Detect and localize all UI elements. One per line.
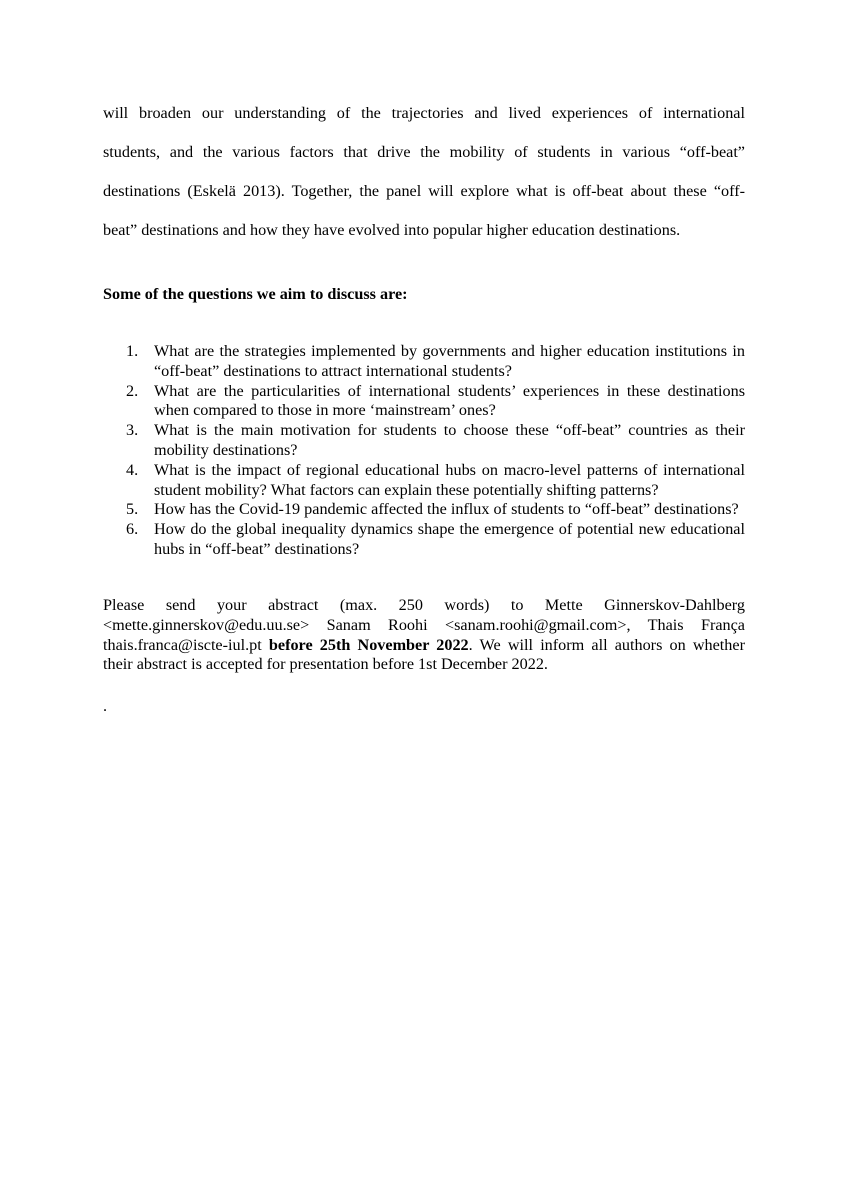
intro-paragraph xyxy=(103,100,745,256)
call-for-abstracts-paragraph xyxy=(103,596,745,675)
trailing-period: . xyxy=(103,697,108,715)
question-number: 3. xyxy=(126,421,139,440)
question-number: 5. xyxy=(126,500,139,519)
cfa-line-3 xyxy=(103,636,745,656)
list-item xyxy=(103,342,745,382)
intro-line-1: will broaden our understanding of the trajectories and lived experiences of international xyxy=(103,104,745,122)
submission-deadline: before 25th November 2022 xyxy=(268,635,469,654)
cfa-line-4: their abstract is accepted for presentation before 1st December 2022. xyxy=(103,655,548,674)
question-text: How do the global inequality dynamics shape the emergence of potential new educational hubs in “off-beat” destinations? xyxy=(154,520,745,558)
question-text: What are the strategies implemented by governments and higher education institutions in “off-beat” destinations to attract international students? xyxy=(154,342,745,380)
list-item xyxy=(103,461,745,501)
intro-line-3: destinations (Eskelä 2013). Together, the panel will explore what is off-beat about these “off- xyxy=(103,182,745,200)
intro-line-2: students, and the various factors that drive the mobility of students in various “off-beat” xyxy=(103,143,745,161)
questions-heading: Some of the questions we aim to discuss are: xyxy=(103,285,408,303)
list-item xyxy=(103,421,745,461)
question-text: What is the main motivation for students to choose these “off-beat” countries as their mobility destinations? xyxy=(154,421,745,459)
question-number: 2. xyxy=(126,381,139,400)
question-text: What is the impact of regional educational hubs on macro-level patterns of international student mobility? What factors can explain these potentially shifting patterns? xyxy=(154,460,745,499)
cfa-line-1: Please send your abstract (max. 250 words) to Mette Ginnerskov-Dahlberg xyxy=(103,596,745,614)
question-text: How has the Covid-19 pandemic affected the influx of students to “off-beat” destinations? xyxy=(154,500,739,519)
cfa-line-2: <mette.ginnerskov@edu.uu.se> Sanam Roohi <sanam.roohi@gmail.com>, Thais França xyxy=(103,615,745,634)
question-number: 1. xyxy=(126,342,139,360)
cfa-emails-text: thais.franca@iscte-iul.pt xyxy=(103,635,269,654)
list-item xyxy=(103,500,745,520)
question-number: 4. xyxy=(126,460,139,479)
list-item xyxy=(103,520,745,560)
intro-line-4: beat” destinations and how they have evolved into popular higher education destinations. xyxy=(103,221,681,239)
question-number: 6. xyxy=(126,520,139,539)
cfa-notification-text: . We will inform all authors on whether xyxy=(468,635,745,654)
question-text: What are the particularities of international students’ experiences in these destinations when compared to those in more ‘mainstream’ ones? xyxy=(154,381,745,420)
list-item xyxy=(103,382,745,422)
questions-list xyxy=(103,342,745,560)
